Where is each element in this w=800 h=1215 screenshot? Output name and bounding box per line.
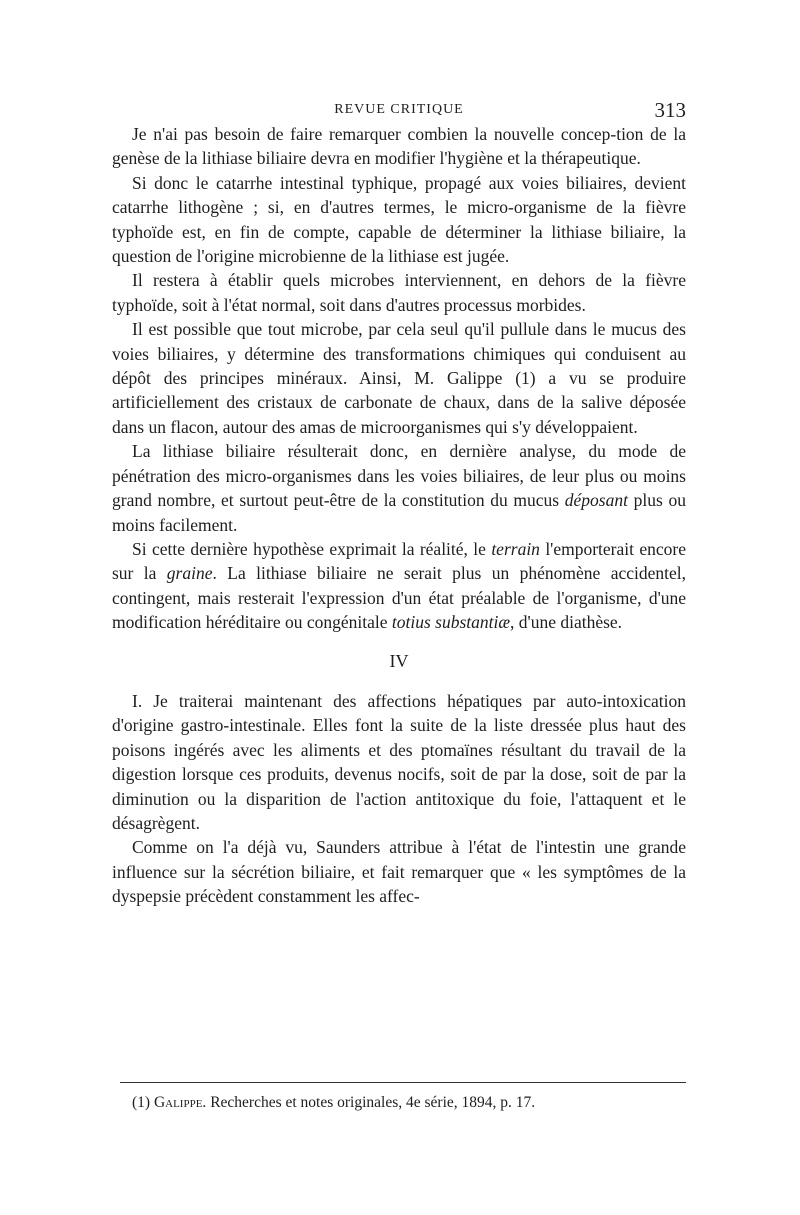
paragraph: Il restera à établir quels microbes interviennent, en dehors de la fièvre typhoïde, soit à l'état normal, soit dans d'autres processus morbides.	[112, 270, 686, 315]
paragraph: Je n'ai pas besoin de faire remarquer combien la nouvelle concep-tion de la genèse de la lithiase biliaire devra en modifier l'hygiène et la thérapeutique.	[112, 124, 686, 169]
italic-term: totius substantiæ	[391, 612, 511, 633]
paragraph: I. Je traiterai maintenant des affections hépatiques par auto-intoxication d'origine gastro-intestinale. Elles font la suite de la liste dressée plus haut des poisons ingérés avec les aliments et des ptomaïnes résultant du travail de la digestion lorsque ces produits, devenus nocifs, soit de par la dose, soit de par la diminution ou la disparition de l'action antitoxique du foie, l'attaquent et le désagrègent.	[112, 690, 686, 833]
paragraph-text: Si cette dernière hypothèse exprimait la réalité, le	[132, 538, 492, 559]
page	[112, 0, 686, 1215]
footnote-author: Galippe.	[153, 1094, 207, 1111]
paragraph-text: l'emporterait encore sur la	[112, 538, 686, 584]
footnote-marker: (1)	[132, 1094, 151, 1111]
paragraph: Comme on l'a déjà vu, Saunders attribue à l'état de l'intestin une grande influence sur la sécrétion biliaire, et fait remarquer que « les symptômes de la dyspepsie précèdent constamment les affec-	[112, 837, 686, 907]
italic-term: graine	[166, 563, 213, 584]
paragraph: Il est possible que tout microbe, par cela seul qu'il pullule dans le mucus des voies biliaires, y détermine des transformations chimiques qui conduisent au dépôt des principes minéraux. Ainsi, M. Galippe (1) a vu se produire artificiellement des cristaux de carbonate de chaux, dans de la salive déposée dans un flacon, autour des amas de microorganismes qui s'y développaient.	[112, 319, 686, 437]
paragraph: Si donc le catarrhe intestinal typhique, propagé aux voies biliaires, devient catarrhe lithogène ; si, en d'autres termes, le micro-organisme de la fièvre typhoïde est, en fin de compte, capable de déterminer la lithiase biliaire, la question de l'origine microbienne de la lithiase est jugée.	[112, 172, 686, 267]
footnote-rule	[120, 1082, 686, 1083]
body-text	[112, 122, 686, 909]
paragraph-text: . La lithiase biliaire ne serait plus un phénomène accidentel, contingent, mais resterait l'expression d'un état préalable de l'organisme, d'une modification héréditaire ou congénitale	[112, 563, 686, 633]
footnote	[132, 1093, 686, 1113]
footnote-text: Recherches et notes originales, 4e série, 1894, p. 17.	[206, 1094, 536, 1111]
running-title: REVUE CRITIQUE	[334, 102, 464, 117]
section-heading: IV	[389, 650, 409, 671]
paragraph-text: , d'une diathèse.	[510, 612, 623, 633]
paragraph	[112, 537, 686, 635]
italic-term: terrain	[491, 538, 540, 559]
paragraph	[112, 439, 686, 537]
page-number: 313	[654, 98, 686, 122]
paragraph-text: plus ou moins facilement.	[112, 490, 686, 535]
paragraph-text: La lithiase biliaire résulterait donc, en dernière analyse, du mode de pénétration des micro-organismes dans les voies biliaires, de leur plus ou moins grand nombre, et surtout peut-être de la constitution du mucus	[112, 441, 686, 511]
running-head	[112, 98, 686, 124]
italic-term: déposant	[564, 490, 628, 511]
